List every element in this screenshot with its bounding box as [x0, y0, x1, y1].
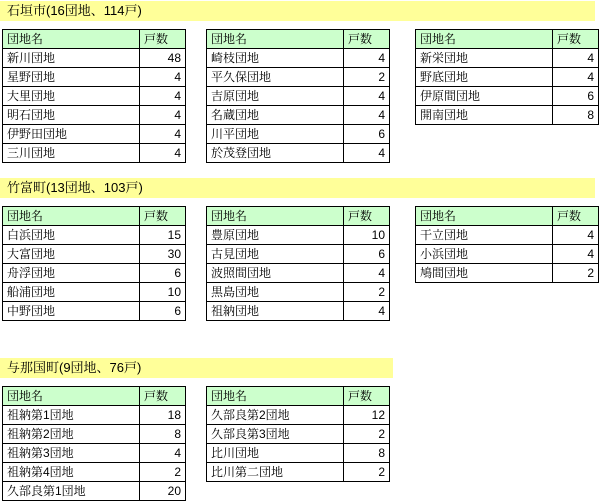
- header-row: [3, 207, 186, 226]
- column-header-name: 団地名: [207, 207, 344, 226]
- complex-name-cell: 三川団地: [3, 144, 140, 163]
- table-row: [416, 87, 599, 106]
- column-header-name: 団地名: [3, 30, 140, 49]
- table-row: [207, 302, 390, 321]
- table-row: [416, 245, 599, 264]
- table-row: [207, 68, 390, 87]
- unit-count-cell: 2: [344, 68, 390, 87]
- table-row: [3, 106, 186, 125]
- unit-count-cell: 4: [553, 49, 599, 68]
- header-row: [3, 30, 186, 49]
- complex-name-cell: 大里団地: [3, 87, 140, 106]
- unit-count-cell: 10: [344, 226, 390, 245]
- unit-count-cell: 4: [140, 68, 186, 87]
- complex-name-cell: 白浜団地: [3, 226, 140, 245]
- housing-table: [415, 29, 599, 125]
- table-row: [3, 226, 186, 245]
- column-header-name: 団地名: [207, 30, 344, 49]
- table-row: [3, 425, 186, 444]
- unit-count-cell: 4: [344, 49, 390, 68]
- complex-name-cell: 伊野田団地: [3, 125, 140, 144]
- complex-name-cell: 野底団地: [416, 68, 553, 87]
- column-header-units: 戸数: [140, 207, 186, 226]
- complex-name-cell: 崎枝団地: [207, 49, 344, 68]
- unit-count-cell: 15: [140, 226, 186, 245]
- complex-name-cell: 中野団地: [3, 302, 140, 321]
- unit-count-cell: 4: [553, 226, 599, 245]
- complex-name-cell: 船浦団地: [3, 283, 140, 302]
- column-header-name: 団地名: [416, 207, 553, 226]
- unit-count-cell: 2: [344, 463, 390, 482]
- header-row: [416, 207, 599, 226]
- unit-count-cell: 10: [140, 283, 186, 302]
- table-row: [416, 226, 599, 245]
- complex-name-cell: 明石団地: [3, 106, 140, 125]
- unit-count-cell: 2: [344, 425, 390, 444]
- housing-table: [2, 29, 186, 163]
- complex-name-cell: 祖納第3団地: [3, 444, 140, 463]
- complex-name-cell: 小浜団地: [416, 245, 553, 264]
- complex-name-cell: 久部良第3団地: [207, 425, 344, 444]
- unit-count-cell: 6: [344, 125, 390, 144]
- unit-count-cell: 48: [140, 49, 186, 68]
- unit-count-cell: 2: [140, 463, 186, 482]
- unit-count-cell: 30: [140, 245, 186, 264]
- table-row: [3, 482, 186, 501]
- header-row: [3, 387, 186, 406]
- unit-count-cell: 4: [344, 144, 390, 163]
- column-header-name: 団地名: [416, 30, 553, 49]
- table-row: [207, 144, 390, 163]
- complex-name-cell: 新栄団地: [416, 49, 553, 68]
- column-header-units: 戸数: [140, 30, 186, 49]
- housing-table: [2, 386, 186, 501]
- complex-name-cell: 久部良第2団地: [207, 406, 344, 425]
- unit-count-cell: 4: [140, 87, 186, 106]
- complex-name-cell: 豊原団地: [207, 226, 344, 245]
- unit-count-cell: 4: [140, 144, 186, 163]
- column-header-units: 戸数: [344, 387, 390, 406]
- table-row: [3, 49, 186, 68]
- column-header-units: 戸数: [344, 207, 390, 226]
- complex-name-cell: 開南団地: [416, 106, 553, 125]
- unit-count-cell: 4: [344, 264, 390, 283]
- unit-count-cell: 2: [344, 283, 390, 302]
- column-header-units: 戸数: [140, 387, 186, 406]
- table-row: [3, 283, 186, 302]
- column-header-name: 団地名: [3, 387, 140, 406]
- complex-name-cell: 比川団地: [207, 444, 344, 463]
- table-row: [207, 406, 390, 425]
- table-row: [3, 68, 186, 87]
- table-row: [207, 425, 390, 444]
- table-row: [207, 283, 390, 302]
- unit-count-cell: 4: [140, 125, 186, 144]
- unit-count-cell: 6: [140, 302, 186, 321]
- complex-name-cell: 大富団地: [3, 245, 140, 264]
- section-title-taketomi: 竹富町(13団地、103戸): [0, 178, 595, 198]
- unit-count-cell: 4: [344, 106, 390, 125]
- table-row: [3, 264, 186, 283]
- complex-name-cell: 於茂登団地: [207, 144, 344, 163]
- unit-count-cell: 4: [344, 87, 390, 106]
- table-row: [207, 264, 390, 283]
- column-header-units: 戸数: [553, 207, 599, 226]
- table-row: [207, 49, 390, 68]
- table-row: [3, 245, 186, 264]
- table-row: [207, 125, 390, 144]
- complex-name-cell: 星野団地: [3, 68, 140, 87]
- complex-name-cell: 川平団地: [207, 125, 344, 144]
- unit-count-cell: 4: [344, 302, 390, 321]
- complex-name-cell: 古見団地: [207, 245, 344, 264]
- table-row: [207, 444, 390, 463]
- complex-name-cell: 比川第二団地: [207, 463, 344, 482]
- section-title-yonaguni: 与那国町(9団地、76戸): [0, 358, 393, 378]
- header-row: [207, 207, 390, 226]
- complex-name-cell: 祖納第1団地: [3, 406, 140, 425]
- complex-name-cell: 波照間団地: [207, 264, 344, 283]
- unit-count-cell: 4: [553, 68, 599, 87]
- unit-count-cell: 12: [344, 406, 390, 425]
- complex-name-cell: 祖納第4団地: [3, 463, 140, 482]
- complex-name-cell: 舟浮団地: [3, 264, 140, 283]
- unit-count-cell: 4: [140, 444, 186, 463]
- section-title-ishigaki: 石垣市(16団地、114戸): [0, 1, 595, 21]
- table-row: [207, 245, 390, 264]
- table-row: [3, 87, 186, 106]
- unit-count-cell: 6: [553, 87, 599, 106]
- complex-name-cell: 名蔵団地: [207, 106, 344, 125]
- housing-table: [206, 206, 390, 321]
- unit-count-cell: 8: [553, 106, 599, 125]
- table-row: [3, 144, 186, 163]
- unit-count-cell: 4: [553, 245, 599, 264]
- complex-name-cell: 久部良第1団地: [3, 482, 140, 501]
- table-row: [3, 125, 186, 144]
- unit-count-cell: 2: [553, 264, 599, 283]
- header-row: [207, 387, 390, 406]
- complex-name-cell: 黒島団地: [207, 283, 344, 302]
- column-header-units: 戸数: [344, 30, 390, 49]
- table-row: [3, 463, 186, 482]
- unit-count-cell: 4: [140, 106, 186, 125]
- table-row: [207, 226, 390, 245]
- table-row: [3, 302, 186, 321]
- housing-table: [2, 206, 186, 321]
- complex-name-cell: 吉原団地: [207, 87, 344, 106]
- unit-count-cell: 6: [344, 245, 390, 264]
- housing-table: [206, 386, 390, 482]
- column-header-name: 団地名: [207, 387, 344, 406]
- complex-name-cell: 鳩間団地: [416, 264, 553, 283]
- table-row: [3, 406, 186, 425]
- unit-count-cell: 8: [140, 425, 186, 444]
- table-row: [207, 87, 390, 106]
- complex-name-cell: 祖納第2団地: [3, 425, 140, 444]
- header-row: [416, 30, 599, 49]
- table-row: [416, 49, 599, 68]
- complex-name-cell: 祖納団地: [207, 302, 344, 321]
- unit-count-cell: 18: [140, 406, 186, 425]
- complex-name-cell: 新川団地: [3, 49, 140, 68]
- complex-name-cell: 伊原間団地: [416, 87, 553, 106]
- table-row: [207, 106, 390, 125]
- complex-name-cell: 平久保団地: [207, 68, 344, 87]
- unit-count-cell: 8: [344, 444, 390, 463]
- unit-count-cell: 6: [140, 264, 186, 283]
- table-row: [416, 68, 599, 87]
- header-row: [207, 30, 390, 49]
- table-row: [3, 444, 186, 463]
- housing-table: [206, 29, 390, 163]
- table-row: [416, 106, 599, 125]
- table-row: [416, 264, 599, 283]
- column-header-name: 団地名: [3, 207, 140, 226]
- column-header-units: 戸数: [553, 30, 599, 49]
- unit-count-cell: 20: [140, 482, 186, 501]
- table-row: [207, 463, 390, 482]
- complex-name-cell: 干立団地: [416, 226, 553, 245]
- housing-table: [415, 206, 599, 283]
